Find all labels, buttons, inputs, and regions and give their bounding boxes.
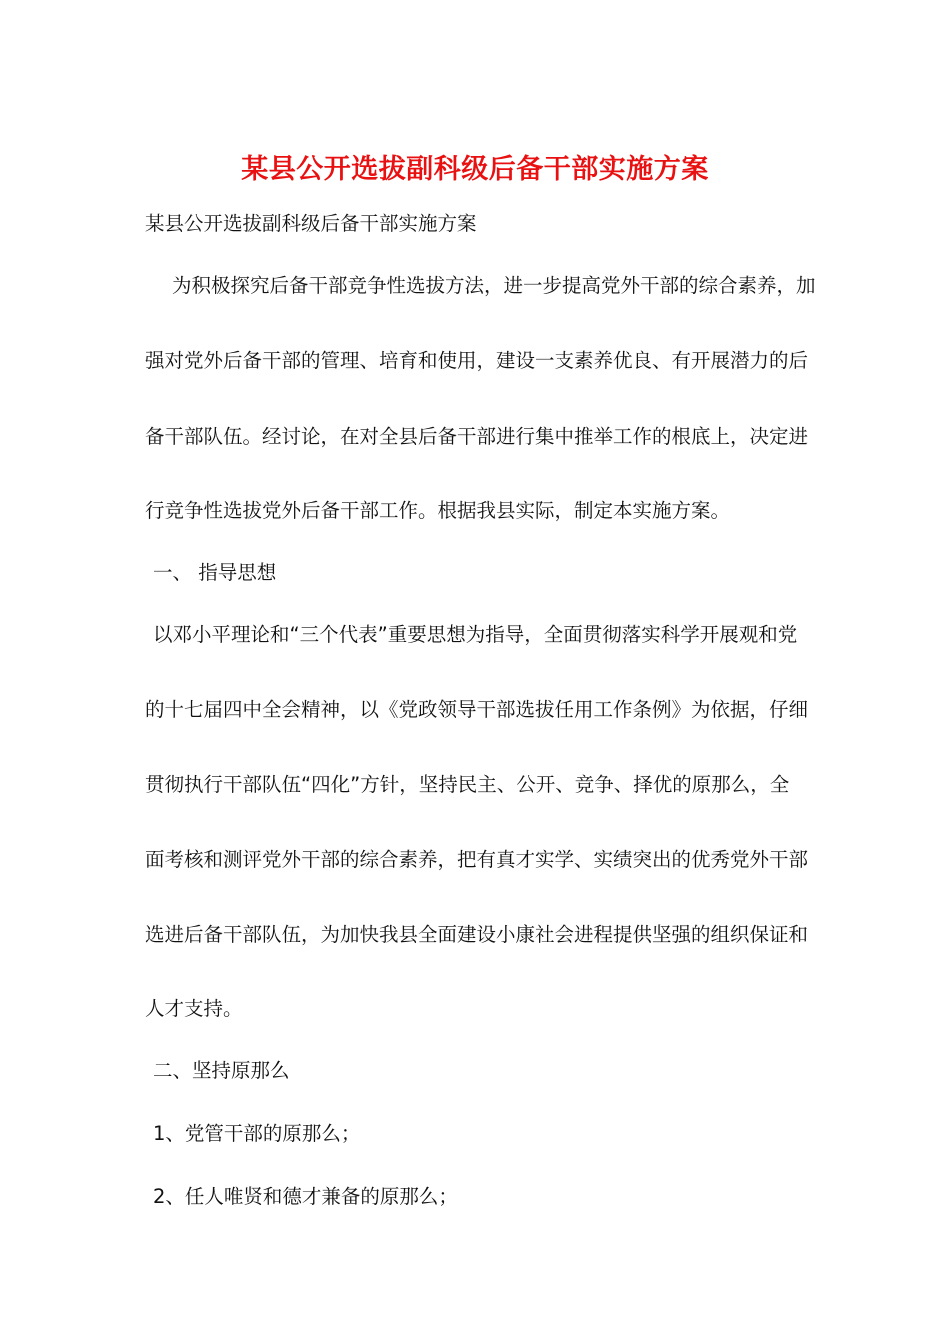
paragraph-line: 选进后备干部队伍，为加快我县全面建设小康社会进程提供坚强的组织保证和 [145,923,809,946]
paragraph-line: 为积极探究后备干部竞争性选拔方法，进一步提高党外干部的综合素养，加 [172,274,816,297]
list-item: 2、任人唯贤和德才兼备的原那么； [153,1185,458,1208]
paragraph-line: 面考核和测评党外干部的综合素养，把有真才实学、实绩突出的优秀党外干部 [145,848,809,871]
section-heading: 一、 指导思想 [153,561,277,584]
subtitle-line: 某县公开选拔副科级后备干部实施方案 [145,212,477,235]
paragraph-line: 强对党外后备干部的管理、培育和使用，建设一支素养优良、有开展潜力的后 [145,349,809,372]
paragraph-line: 的十七届四中全会精神，以《党政领导干部选拔任用工作条例》为依据，仔细 [145,698,809,721]
document-title: 某县公开选拔副科级后备干部实施方案 [241,154,709,185]
paragraph-line: 人才支持。 [145,997,243,1020]
section-heading: 二、坚持原那么 [153,1059,290,1082]
paragraph-line: 以邓小平理论和“三个代表”重要思想为指导，全面贯彻落实科学开展观和党 [153,623,798,646]
list-item: 1、党管干部的原那么； [153,1122,361,1145]
paragraph-line: 贯彻执行干部队伍“四化”方针，坚持民主、公开、竞争、择优的原那么，全 [145,773,790,796]
paragraph-line: 备干部队伍。经讨论，在对全县后备干部进行集中推举工作的根底上，决定进 [145,425,809,448]
paragraph-line: 行竞争性选拔党外后备干部工作。根据我县实际，制定本实施方案。 [145,499,731,522]
